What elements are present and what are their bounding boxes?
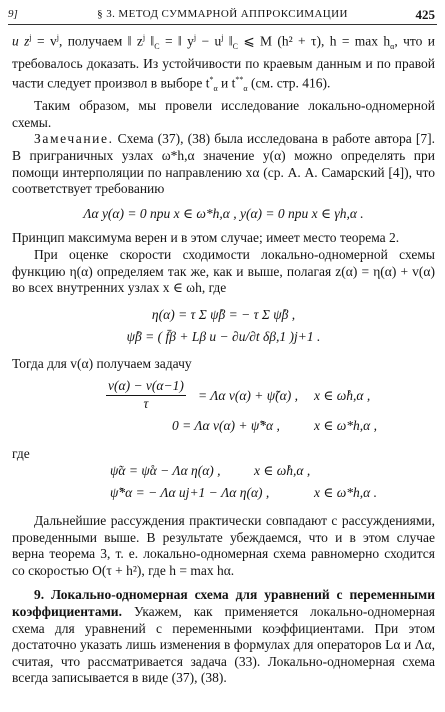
running-title: § 3. МЕТОД СУММАРНОЙ АППРОКСИМАЦИИ	[97, 8, 348, 20]
equation-eta: η(α) = τ Σ ψ̊β = − τ Σ ψ̊β ,	[151, 306, 296, 322]
equation-psi: ψ̊β = ( f̄β + Lβ u − ∂u/∂t δβ,1 )j+1 .	[126, 329, 321, 345]
paragraph-2: Таким образом, мы провели исследование локально-одномерной схемы.	[12, 98, 435, 130]
section-marker: 9]	[8, 8, 18, 20]
equation-row-4: ψ̃*α = − Λα uj+1 − Λα η(α) , x ∈ ω*h,α .	[110, 485, 377, 501]
running-header	[8, 6, 437, 24]
paragraph-conclusion: Дальнейшие рассуждения практически совпадают с рассуждениями, проведенными выше. В результате убеждаемся, что и в этом случае верна теорема 3, т. е. локально-одномерная схема равномерно сходится со скоростью O(τ + h²), где h = max hα.	[12, 513, 435, 578]
equation-row-2: 0 = Λα v(α) + ψ̃*α , x ∈ ω*h,α ,	[172, 418, 377, 434]
paragraph-remark: Замечание. Схема (37), (38) была исследована в работе автора [7]. В приграничных узлах ω*h,α значение y(α) можно определять при помощи интерполяции по направлению xα (ср. А. А. Самарский [4]), что соответствует требованию	[12, 131, 435, 197]
where-label: где	[12, 446, 30, 462]
paragraph-section-9: 9. Локально-одномерная схема для уравнений с переменными коэффициентами. Укажем, как применяется локально-одномерная схема для уравнений с переменными коэффициентами. При этом достаточно указать лишь изменения в формулах для операторов Lα и Λα, считая, что рассматривается задача (33). Локально-одномерная схема всегда записывается в виде (37), (38).	[12, 587, 435, 686]
remark-label: Замечание.	[34, 131, 114, 147]
paragraph-problem: Тогда для v(α) получаем задачу	[12, 355, 192, 371]
fraction: $\frac{v(\alpha) - v(\alpha-1)}{\tau}$	[108, 378, 184, 412]
equation-row-3: ψ̃α = ψ̊α − Λα η(α) , x ∈ ω̊h,α ,	[110, 463, 311, 479]
equation-boundary: Λα y(α) = 0 при x ∈ ω*h,α , y(α) = 0 при x ∈ γh,α .	[83, 205, 364, 221]
header-rule	[8, 24, 437, 25]
page-number: 425	[415, 7, 435, 22]
paragraph-1: и $z^j = v^j$, получаем ‖ $z^j$ $‖_C$ = ‖ $y^j - u^j$ $‖_C$ ⩽ M (h² + τ), $h = \max h_\alpha$, что и требовалось доказать. Из устойчивости по краевым данным и по правой части следует произвол в выборе $t^*_\alpha$ и $t^{**}_\alpha$ (см. стр. 416).	[12, 33, 435, 94]
equation-row-1: $\frac{v(\alpha) - v(\alpha-1)}{\tau}$ = Λα v(α) + ψ̃(α) , x ∈ ω̊h,α ,	[108, 378, 371, 412]
section-9-heading: 9. Локально-одномерная схема для уравнений с переменными коэффициентами.	[12, 587, 435, 620]
paragraph-maximum-principle: Принцип максимума верен и в этом случае; имеет место теорема 2.	[12, 230, 400, 246]
page-body	[12, 30, 435, 687]
paragraph-convergence: При оценке скорости сходимости локально-одномерной схемы функцию η(α) определяем так же, как и выше, полагая z(α) = η(α) + v(α) во всех внутренних узлах x ∈ ωh, где	[12, 246, 435, 296]
